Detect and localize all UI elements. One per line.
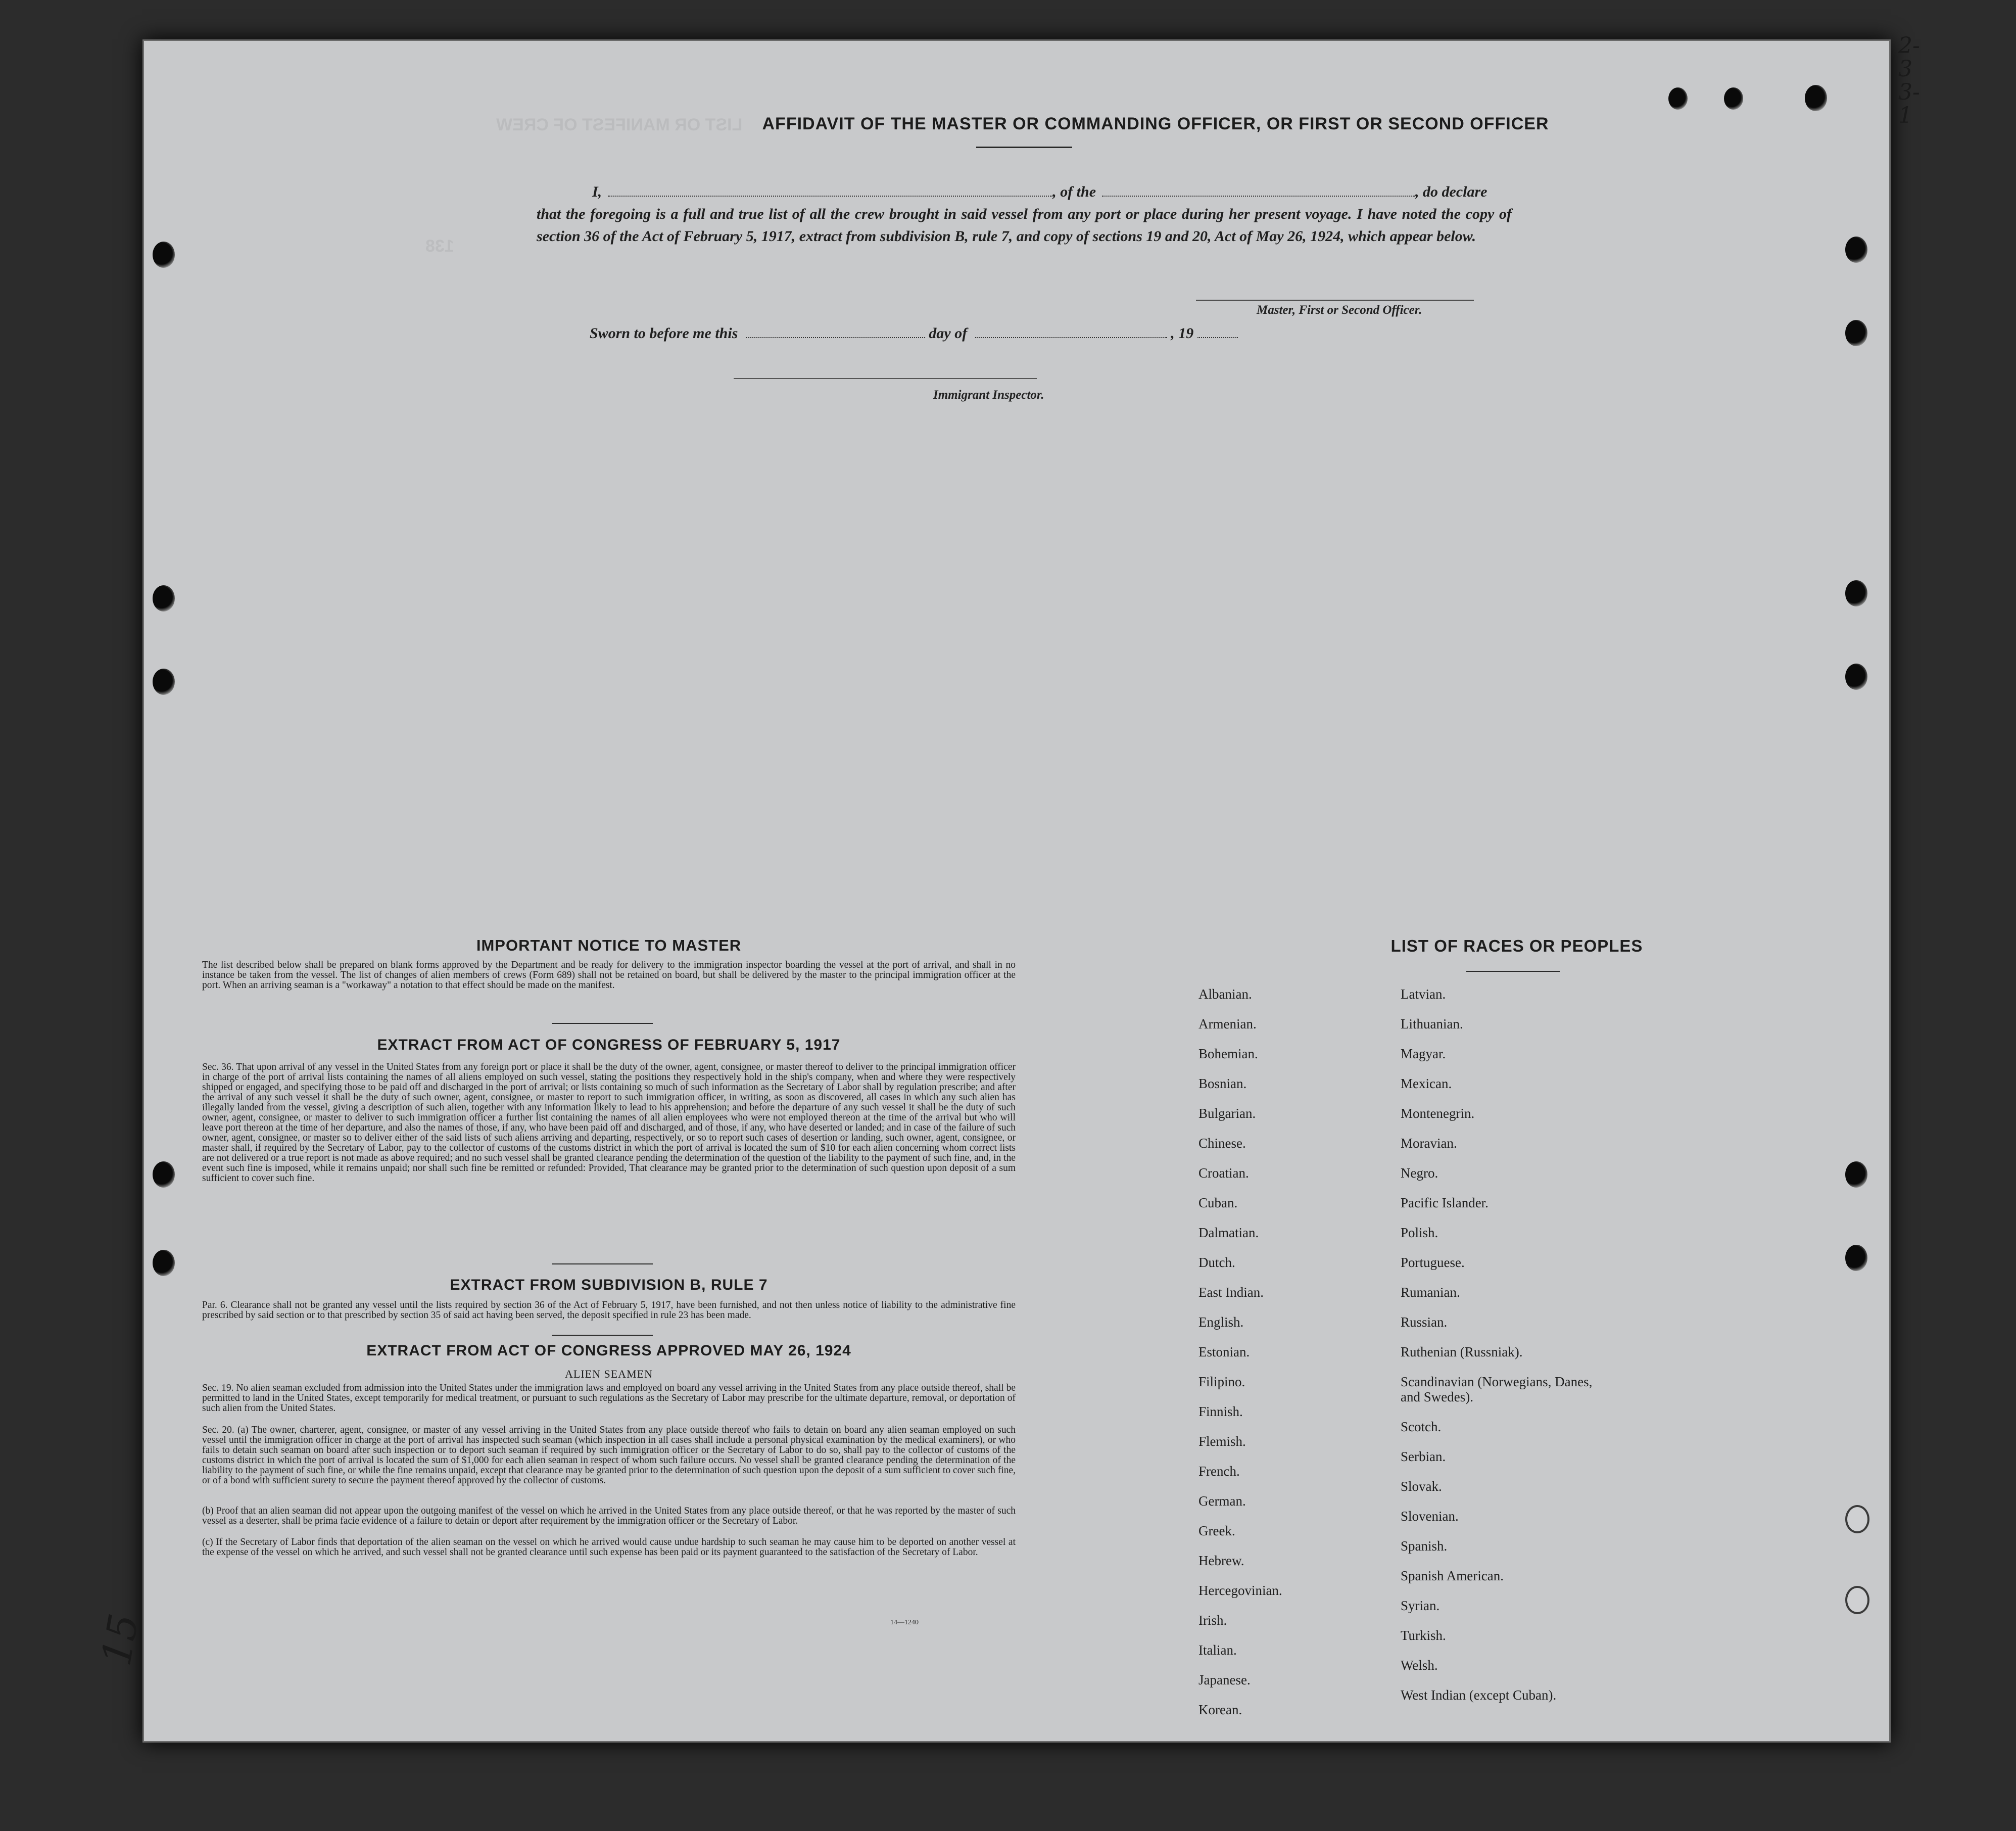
race-item: Slovenian. [1401, 1509, 1459, 1524]
open-punch-hole [1845, 1586, 1869, 1614]
form-number: 14—1240 [890, 1619, 919, 1626]
race-item: East Indian. [1198, 1285, 1264, 1300]
extract-rule7-title: EXTRACT FROM SUBDIVISION B, RULE 7 [450, 1277, 768, 1293]
race-item: Montenegrin. [1401, 1106, 1475, 1121]
races-column-1 [1198, 979, 1390, 1725]
bleed-through-heading: LIST OR MANIFEST OF CREW [496, 115, 743, 134]
sworn-year-blank[interactable] [1197, 325, 1238, 338]
punch-hole [1845, 664, 1867, 690]
race-item: Hercegovinian. [1198, 1583, 1282, 1598]
races-column-2 [1401, 979, 1633, 1710]
extract-1924-section-20c: (c) If the Secretary of Labor finds that deportation of the alien seaman on the vessel on which he arrived would cause undue hardship to such seaman he may cause him to be deported on another vessel at the expense of the vessel on which he arrived, and such vessel shall not be granted clearance until such expense has been paid or its payment guaranteed to the satisfaction of the Secretary of Labor. [202, 1537, 1016, 1558]
punch-hole [153, 242, 175, 268]
race-item: Albanian. [1198, 987, 1252, 1002]
title-rule [976, 147, 1072, 148]
race-item: Latvian. [1401, 987, 1446, 1002]
punch-hole [1668, 87, 1688, 110]
race-item: Welsh. [1401, 1658, 1438, 1673]
sworn-line [590, 322, 1449, 345]
race-item: Dalmatian. [1198, 1225, 1259, 1240]
punch-hole [1845, 237, 1867, 263]
race-item: Armenian. [1198, 1016, 1257, 1031]
year-prefix: , 19 [1171, 325, 1194, 342]
race-item: English. [1198, 1314, 1244, 1330]
race-item: West Indian (except Cuban). [1401, 1687, 1557, 1703]
race-item: Filipino. [1198, 1374, 1245, 1389]
extract-rule7-body: Par. 6. Clearance shall not be granted any vessel until the lists required by section 36 of the Act of February 5, 1917, have been furnished, and not then unless notice of liability to the administrative fine prescribed by said section or to that prescribed by section 35 of said act having been served, the deposit specified in rule 23 has been made. [202, 1300, 1016, 1321]
race-item: Dutch. [1198, 1255, 1235, 1270]
punch-hole [1845, 320, 1867, 346]
race-item: Bohemian. [1198, 1046, 1258, 1061]
sworn-day-blank[interactable] [746, 325, 925, 338]
vessel-name-blank[interactable] [1102, 183, 1415, 197]
race-item: Irish. [1198, 1613, 1227, 1628]
master-caption: Master, First or Second Officer. [1257, 303, 1422, 317]
punch-hole [1724, 87, 1743, 110]
race-item: Scotch. [1401, 1419, 1442, 1434]
day-of-label: day of [929, 325, 968, 342]
punch-hole [1845, 1245, 1867, 1271]
handwritten-file-note [1898, 34, 1920, 127]
punch-hole [153, 1161, 175, 1188]
race-item: Rumanian. [1401, 1285, 1460, 1300]
section-rule [552, 1335, 653, 1336]
race-item: Finnish. [1198, 1404, 1243, 1419]
sworn-label: Sworn to before me this [590, 325, 738, 342]
handwritten-note-line-1: 2-3 [1898, 33, 1920, 82]
race-item: Flemish. [1198, 1434, 1246, 1449]
races-title: LIST OF RACES OR PEOPLES [1390, 936, 1643, 955]
race-item: Mexican. [1401, 1076, 1452, 1091]
race-item: Syrian. [1401, 1598, 1440, 1613]
extract-1924-section-20a: Sec. 20. (a) The owner, charterer, agent, consignee, or master of any vessel arriving in the United States from any place outside thereof who fails to detain on board any alien seaman employed on such vessel until the immigration officer in charge at the port of arrival has inspected such seaman (which inspection in all cases shall include a personal physical examination by the medical examiners), or who fails to detain such seaman on board after such inspection or to deport such seaman if required by such immigration officer or the Secretary of Labor to do so, shall pay to the collector of customs of the customs district in which the port of arrival is located the sum of $1,000 for each alien seaman in respect of whom such failure occurs. No vessel shall be granted clearance pending the determination of the liability to the payment of such fine, or while the fine remains unpaid, except that clearance may be granted prior to the determination of such question upon the deposit of a sum sufficient to cover such fine, or of a bond with sufficient surety to secure the payment thereof approved by the collector of customs. [202, 1425, 1016, 1486]
inspector-signature-line[interactable] [734, 378, 1037, 379]
race-item: Spanish. [1401, 1538, 1448, 1554]
race-item: Portuguese. [1401, 1255, 1465, 1270]
punch-hole [153, 1250, 175, 1276]
race-item: Pacific Islander. [1401, 1195, 1489, 1210]
race-item: Russian. [1401, 1314, 1448, 1330]
race-item: Spanish American. [1401, 1568, 1504, 1583]
race-item: Polish. [1401, 1225, 1438, 1240]
race-item: Hebrew. [1198, 1553, 1244, 1568]
inspector-caption: Immigrant Inspector. [933, 388, 1044, 402]
extract-1924-title: EXTRACT FROM ACT OF CONGRESS APPROVED MAY 26, 1924 [366, 1342, 851, 1359]
punch-hole [153, 585, 175, 612]
extract-1924-subtitle: ALIEN SEAMEN [565, 1368, 653, 1380]
handwritten-margin-digits: 15 [92, 1610, 148, 1669]
race-item: Bosnian. [1198, 1076, 1247, 1091]
extract-1924-section-20b: (b) Proof that an alien seaman did not appear upon the outgoing manifest of the vessel on which he arrived in the United States from any place outside thereof, or that he was reported by the master of such vessel as a deserter, shall be prima facie evidence of a failure to detain or deport after requirement by the immigration officer or the Secretary of Labor. [202, 1506, 1016, 1526]
officer-name-blank[interactable] [608, 183, 1052, 197]
race-item: Magyar. [1401, 1046, 1446, 1061]
race-item: Greek. [1198, 1523, 1235, 1538]
race-item: Serbian. [1401, 1449, 1446, 1464]
race-item: Negro. [1401, 1165, 1438, 1181]
race-item: Korean. [1198, 1702, 1242, 1717]
race-item: Ruthenian (Russniak). [1401, 1344, 1523, 1359]
declaration-body: that the foregoing is a full and true list of all the crew brought in said vessel from any port or place during her present voyage. I have noted the copy of section 36 of the Act of February 5, 1917, extract from subdivision B, rule 7, and copy of sections 19 and 20, Act of May 26, 1924, which appear below. [537, 206, 1512, 245]
punch-hole [1845, 580, 1867, 606]
race-item: Slovak. [1401, 1479, 1442, 1494]
handwritten-note-line-2: 3-1 [1898, 79, 1920, 128]
extract-1917-title: EXTRACT FROM ACT OF CONGRESS OF FEBRUARY 5, 1917 [377, 1037, 841, 1053]
punch-hole [1845, 1161, 1867, 1188]
extract-1924-section-19: Sec. 19. No alien seaman excluded from admission into the United States under the immigration laws and employed on board any vessel arriving in the United States from any place outside thereof, shall be permitted to land in the United States, except temporarily for medical treatment, or pursuant to such regulations as the Secretary of Labor may prescribe for the ultimate departure, removal, or deportation of such alien from the United States. [202, 1383, 1016, 1414]
extract-1917-body: Sec. 36. That upon arrival of any vessel in the United States from any foreign port or place it shall be the duty of the owner, agent, consignee, or master thereof to deliver to the principal immigration officer in charge of the port of arrival lists containing the names of all aliens employed on such vessel, stating the positions they respectively hold in the ship's company, when and where they were respectively shipped or engaged, and specifying those to be paid off and discharged in the port of arrival; or lists containing so much of such information as the Secretary of Labor shall by regulation prescribe; and after the arrival of any such vessel it shall be the duty of such owner, agent, consignee, or master to report to such immigration officer, in writing, as soon as discovered, all cases in which any such alien has illegally landed from the vessel, giving a description of such alien, together with any information likely to lead to his apprehension; and before the departure of any such vessel it shall be the duty of such owner, agent, consignee, or master to deliver to such immigration officer a further list containing the names of all alien employees who were not employed thereon at the time of the arrival but who will leave port thereon at the time of her departure, and also the names of those, if any, who have been paid off and discharged, and of those, if any, who have deserted or landed; and in case of the failure of such owner, agent, consignee, or master so to deliver either of the said lists of such aliens arriving and departing, respectively, or so to report such cases of desertion or landing, such owner, agent, consignee, or master shall, if required by the Secretary of Labor, pay to the collector of customs of the customs district in which the port of arrival is located the sum of $10 for each alien concerning whom correct lists are not delivered or a true report is not made as above required; and no such vessel shall be granted clearance pending the determination of the question of the liability to the payment of such fine, and, in the event such fine is imposed, while it remains unpaid; nor shall such fine be remitted or refunded: Provided, That clearance may be granted prior to the determination of such question upon deposit of a sum sufficient to cover such fine. [202, 1062, 1016, 1184]
punch-hole [153, 669, 175, 695]
notice-body: The list described below shall be prepared on blank forms approved by the Department and be ready for delivery to the immigration inspector boarding the vessel at the port of arrival, and shall in no instance be taken from the vessel. The list of changes of alien members of crews (Form 689) shall not be retained on board, but shall be delivered by the master to the principal immigration officer at the port. When an arriving seaman is a "workaway" a notation to that effect should be made on the manifest. [202, 960, 1016, 991]
sworn-month-blank[interactable] [975, 325, 1167, 338]
document-sheet [92, 33, 1920, 1743]
race-item: Estonian. [1198, 1344, 1250, 1359]
master-signature-line[interactable] [1196, 300, 1474, 301]
notice-title: IMPORTANT NOTICE TO MASTER [476, 936, 742, 954]
open-punch-hole [1845, 1505, 1869, 1533]
race-item: Moravian. [1401, 1136, 1457, 1151]
affidavit-title: AFFIDAVIT OF THE MASTER OR COMMANDING OFFICER, OR FIRST OR SECOND OFFICER [762, 114, 1549, 133]
bleed-through-number: 138 [425, 237, 454, 256]
do-declare-label: , do declare [1415, 183, 1487, 200]
race-item: Chinese. [1198, 1136, 1246, 1151]
section-rule [552, 1023, 653, 1024]
punch-hole [1805, 85, 1827, 111]
race-item: German. [1198, 1493, 1246, 1509]
race-item: Italian. [1198, 1642, 1237, 1658]
of-the-label: , of the [1052, 183, 1096, 200]
race-item: Croatian. [1198, 1165, 1249, 1181]
races-title-rule [1466, 971, 1560, 972]
section-rule [552, 1263, 653, 1264]
race-item: French. [1198, 1464, 1240, 1479]
race-item: Turkish. [1401, 1628, 1446, 1643]
declaration-first-line [537, 181, 1512, 203]
i-label: I, [592, 183, 602, 200]
affidavit-declaration [537, 181, 1512, 248]
race-item: Cuban. [1198, 1195, 1238, 1210]
race-item: Scandinavian (Norwegians, Danes, and Swedes). [1401, 1374, 1593, 1404]
race-item: Bulgarian. [1198, 1106, 1256, 1121]
race-item: Japanese. [1198, 1672, 1251, 1687]
race-item: Lithuanian. [1401, 1016, 1463, 1031]
